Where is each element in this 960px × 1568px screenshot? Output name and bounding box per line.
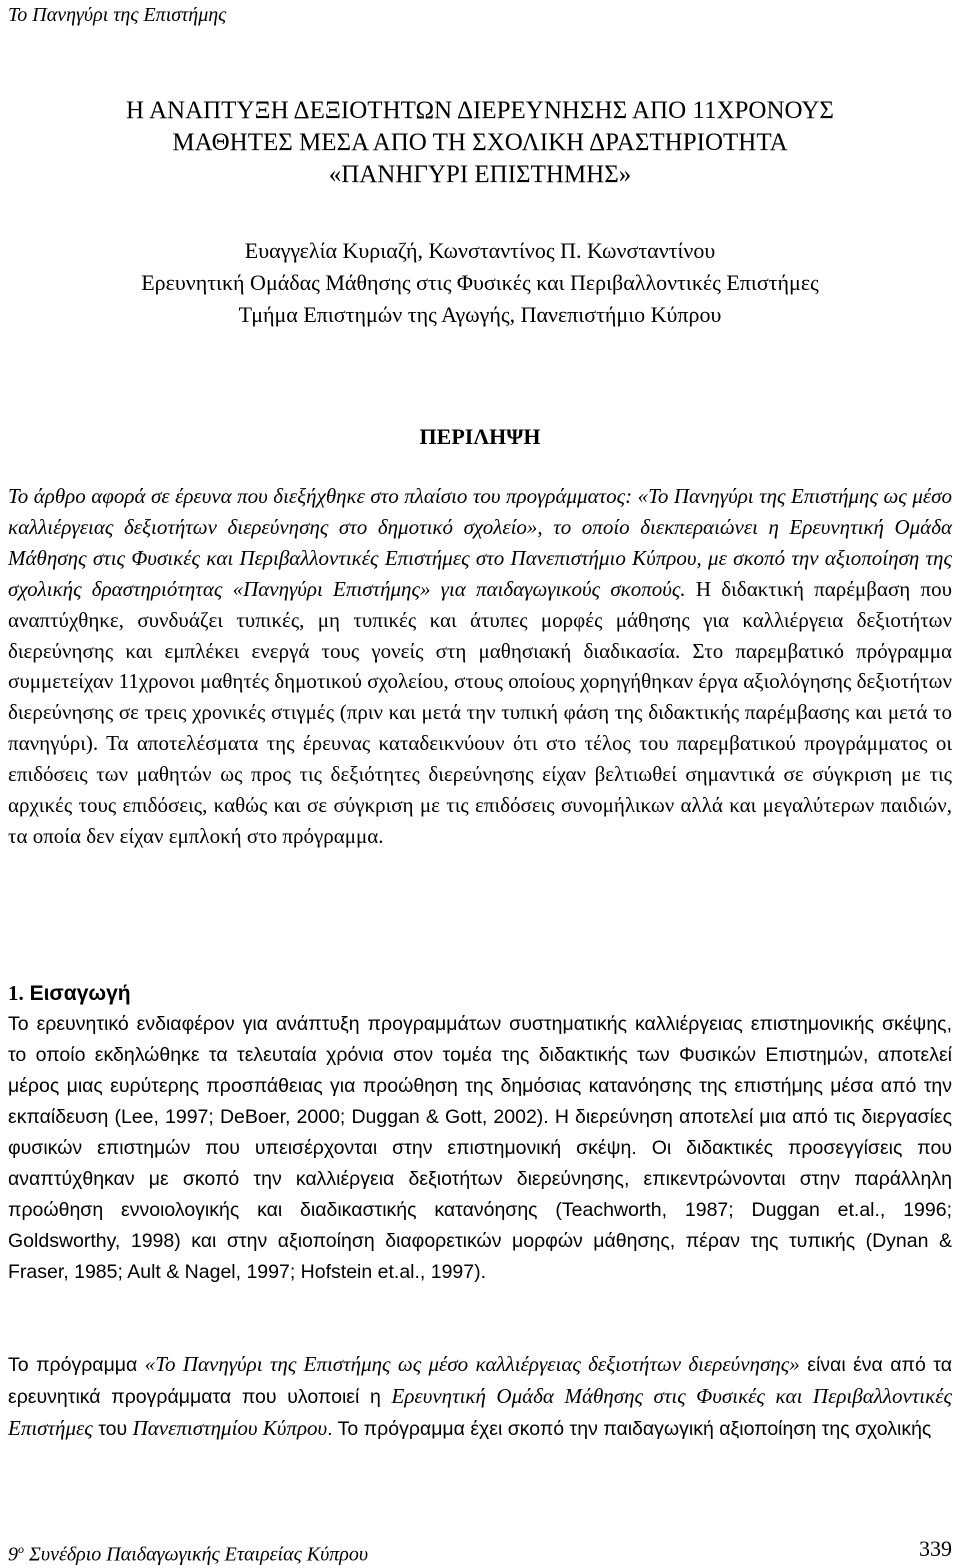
running-header: Το Πανηγύρι της Επιστήμης [8,4,227,26]
conference-title: Συνέδριο Παιδαγωγικής Εταιρείας Κύπρου [24,1543,369,1566]
title-line: «ΠΑΝΗΓΥΡΙ ΕΠΙΣΤΗΜΗΣ» [328,161,632,188]
intro-p2-text: του [92,1417,133,1440]
program-title: «Το Πανηγύρι της Επιστήμης ως μέσο καλλιέργειας δεξιοτήτων διερεύνησης» [144,1352,800,1376]
research-group-name: Ερευνητική Ομάδα Μάθησης στις Φυσικές και Περιβαλλοντικές Επιστήμες [8,1383,952,1440]
abstract-italic: Το άρθρο αφορά σε έρευνα που διεξήχθηκε στο πλαίσιο του προγράμματος: «Το Πανηγύρι της Επιστήμης ως μέσο καλλιέργειας δεξιοτήτων διερεύνησης στο δημοτικό σχολείο», το οποίο διεκπεραιώνει η Ερευνητική Ομάδα Μάθησης στις Φυσικές και Περιβαλλοντικές Επιστήμες στο Πανεπιστήμιο Κύπρου, με σκοπό την αξιοποίηση της σχολικής δραστηριότητας «Πανηγύρι Επιστήμης» για παιδαγωγικούς σκοπούς. [8,484,952,601]
abstract-text [8,481,952,852]
intro-p2-text: είναι ένα από τα ερευνητικά προγράμματα που υλοποιεί η [8,1354,953,1408]
author-group: Ερευνητική Ομάδας Μάθησης στις Φυσικές και Περιβαλλοντικές Επιστήμες [141,270,819,295]
intro-paragraph-2 [8,1349,952,1445]
edition-suffix: ο [18,1542,24,1556]
abstract-heading: ΠΕΡΙΛΗΨΗ [419,424,541,449]
title-line: ΜΑΘΗΤΕΣ ΜΕΣΑ ΑΠΟ ΤΗ ΣΧΟΛΙΚΗ ΔΡΑΣΤΗΡΙΟΤΗΤΑ [172,129,788,156]
page-number: 339 [919,1536,952,1561]
authors-block [0,235,960,331]
intro-p2-text: . Το πρόγραμμα έχει σκοπό την παιδαγωγική αξιοποίηση της σχολικής [327,1417,932,1440]
section-heading-introduction [8,978,131,1009]
section-title: Εισαγωγή [29,982,131,1005]
conference-name [8,1536,368,1568]
paper-title [0,95,960,191]
title-line: Η ΑΝΑΠΤΥΞΗ ΔΕΞΙΟΤΗΤΩΝ ΔΙΕΡΕΥΝΗΣΗΣ ΑΠΟ 11ΧΡΟΝΟΥΣ [126,97,834,124]
intro-paragraph-1: Το ερευνητικό ενδιαφέρον για ανάπτυξη προγραμμάτων συστηματικής καλλιέργειας επιστημονικής σκέψης, το οποίο εκδηλώθηκε τα τελευταία χρόνια στον τομέα της διδακτικής των Φυσικών Επιστημών, αποτελεί μέρος μιας ευρύτερης προσπάθειας για προώθηση της δημόσιας κατανόησης της επιστήμης μέσα από την εκπαίδευση (Lee, 1997; DeBoer, 2000; Duggan & Gott, 2002). Η διερεύνηση αποτελεί μια από τις διεργασίες φυσικών επιστημών που υπεισέρχονται στην επιστημονική σκέψη. Οι διδακτικές προσεγγίσεις που αναπτύχθηκαν με σκοπό την καλλιέργεια δεξιοτήτων διερεύνησης, επικεντρώνονται στην παράλληλη προώθηση εννοιολογικής και διαδικαστικής κατανόησης (Teachworth, 1987; Duggan et.al., 1996; Goldsworthy, 1998) και στην αξιοποίηση διαφορετικών μορφών μάθησης, πέραν της τυπικής (Dynan & Fraser, 1985; Ault & Nagel, 1997; Hofstein et.al., 1997). [8,1013,952,1283]
section-number: 1. [8,981,24,1005]
intro-p2-text: Το πρόγραμμα [8,1354,145,1376]
author-department: Τμήμα Επιστημών της Αγωγής, Πανεπιστήμιο Κύπρου [238,302,722,327]
abstract-roman: Η διδακτική παρέμβαση που αναπτύχθηκε, συνδυάζει τυπικές, μη τυπικές και άτυπες μορφές μάθησης για καλλιέργεια δεξιοτήτων διερεύνησης και εμπλέκει ενεργά τους γονείς στη μαθησιακή διαδικασία. Στο παρεμβατικό πρόγραμμα συμμετείχαν 11χρονοι μαθητές δημοτικού σχολείου, στους οποίους χορηγήθηκαν έργα αξιολόγησης δεξιοτήτων διερεύνησης σε τρεις χρονικές στιγμές (πριν και μετά την τυπική φάση της διδακτικής παρέμβασης και μετά το πανηγύρι). Τα αποτελέσματα της έρευνας καταδεικνύουν ότι στο τέλος του παρεμβατικού προγράμματος οι επιδόσεις των μαθητών ως προς τις δεξιότητες διερεύνησης είχαν βελτιωθεί σημαντικά σε σύγκριση με τις αρχικές τους επιδόσεις, καθώς και σε σύγκριση με τις επιδόσεις συνομήλικων αλλά και μεγαλύτερων παιδιών, τα οποία δεν είχαν εμπλοκή στο πρόγραμμα. [8,576,952,848]
edition-number: 9 [8,1543,18,1566]
author-names: Ευαγγελία Κυριαζή, Κωνσταντίνος Π. Κωνσταντίνου [244,238,716,263]
university-name: Πανεπιστημίου Κύπρου [132,1415,328,1440]
